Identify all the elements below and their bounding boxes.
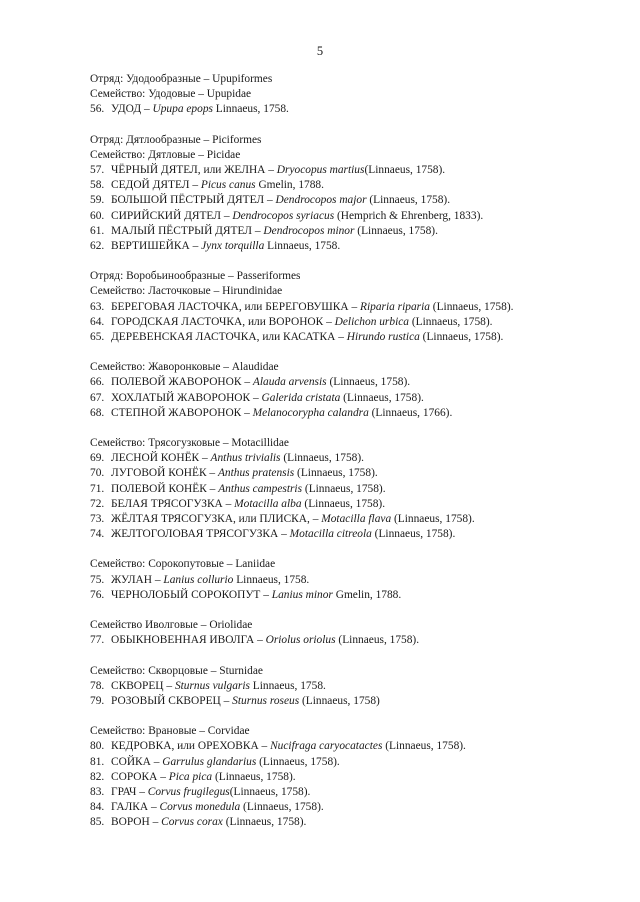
species-number: 81.: [90, 755, 105, 768]
species-authority: (Linnaeus, 1758).: [240, 801, 324, 814]
species-number: 83.: [90, 785, 105, 798]
taxon-section: [90, 664, 635, 710]
dash-separator: –: [258, 740, 271, 753]
species-latin-name: Motacilla citreola: [289, 528, 372, 541]
species-authority: (Linnaeus, 1758).: [294, 467, 378, 480]
species-russian-name: ЛЕСНОЙ КОНЁК: [111, 452, 200, 465]
species-russian-name: ПОЛЕВОЙ КОНЁК: [111, 482, 207, 495]
species-authority: (Linnaeus, 1758).: [371, 528, 456, 541]
species-latin-name: Dryocopus martius: [276, 164, 365, 177]
species-authority: Linnaeus, 1758.: [212, 103, 289, 116]
species-authority: Gmelin, 1788.: [332, 588, 402, 601]
species-latin-name: Alauda arvensis: [252, 376, 327, 389]
species-russian-name: СОРОКА: [111, 770, 158, 783]
taxon-heading: Семейство: Удодовые – Upupidae: [90, 88, 252, 101]
taxon-heading: Семейство Иволговые – Oriolidae: [90, 619, 253, 632]
dash-separator: –: [220, 209, 233, 222]
species-latin-name: Anthus campestris: [218, 482, 303, 495]
species-entry: [90, 466, 635, 481]
species-number: 72.: [90, 497, 105, 510]
species-authority: (Linnaeus, 1758).: [212, 770, 296, 783]
species-authority: (Linnaeus, 1758).: [301, 497, 386, 510]
species-number: 60.: [90, 209, 105, 222]
species-number: 71.: [90, 482, 105, 495]
dash-separator: –: [241, 376, 253, 389]
species-entry: [90, 300, 635, 315]
species-authority: (Linnaeus, 1758).: [364, 164, 446, 177]
species-russian-name: БЕРЕГОВАЯ ЛАСТОЧКА, или БЕРЕГОВУШКА: [111, 300, 349, 313]
species-russian-name: МАЛЫЙ ПЁСТРЫЙ ДЯТЕЛ: [111, 224, 253, 237]
species-entry: [90, 527, 635, 542]
species-latin-name: Corvus monedula: [159, 801, 241, 814]
species-latin-name: Picus canus: [200, 179, 256, 192]
species-number: 75.: [90, 573, 105, 586]
species-entry: [90, 588, 635, 603]
dash-separator: –: [163, 679, 175, 692]
dash-separator: –: [149, 816, 162, 829]
species-latin-name: Pica pica: [168, 770, 213, 783]
dash-separator: –: [241, 406, 253, 419]
species-number: 76.: [90, 588, 105, 601]
species-number: 78.: [90, 679, 105, 692]
species-latin-name: Riparia riparia: [360, 300, 430, 313]
species-russian-name: БЕЛАЯ ТРЯСОГУЗКА: [111, 497, 223, 510]
species-russian-name: ЖУЛАН: [111, 573, 153, 586]
species-latin-name: Motacilla flava: [321, 513, 392, 526]
dash-separator: –: [206, 482, 219, 495]
species-number: 79.: [90, 694, 105, 707]
species-number: 84.: [90, 801, 105, 814]
dash-separator: –: [189, 179, 201, 192]
taxon-section: [90, 724, 635, 830]
species-russian-name: ЖЁЛТАЯ ТРЯСОГУЗКА, или ПЛИСКА,: [111, 513, 310, 526]
dash-separator: –: [220, 694, 233, 707]
species-entry: [90, 679, 635, 694]
species-latin-name: Delichon urbica: [334, 315, 409, 328]
species-latin-name: Anthus trivialis: [210, 452, 281, 465]
species-number: 77.: [90, 634, 105, 647]
taxon-heading: Семейство: Сорокопутовые – Laniidae: [90, 558, 276, 571]
species-authority: (Linnaeus, 1758).: [429, 300, 514, 313]
species-number: 85.: [90, 816, 105, 829]
species-authority: (Linnaeus, 1758).: [366, 194, 451, 207]
page-number: 5: [316, 44, 324, 58]
species-authority: (Linnaeus, 1758).: [354, 224, 438, 237]
species-latin-name: Motacilla alba: [234, 497, 302, 510]
species-entry: [90, 375, 635, 390]
species-entry: [90, 512, 635, 527]
species-authority: (Linnaeus, 1758).: [382, 740, 466, 753]
species-entry: [90, 815, 635, 830]
dash-separator: –: [348, 300, 361, 313]
species-number: 82.: [90, 770, 105, 783]
species-number: 73.: [90, 513, 105, 526]
species-number: 57.: [90, 164, 105, 177]
species-number: 70.: [90, 467, 105, 480]
species-authority: (Linnaeus, 1758).: [229, 785, 311, 798]
dash-separator: –: [150, 755, 163, 768]
species-authority: (Linnaeus, 1766).: [368, 406, 453, 419]
taxon-heading: Семейство: Дятловые – Picidae: [90, 148, 241, 161]
species-latin-name: Melanocorypha calandra: [252, 406, 369, 419]
species-number: 61.: [90, 224, 105, 237]
taxon-heading: Семейство: Ласточковые – Hirundinidae: [90, 285, 283, 298]
species-entry: [90, 239, 635, 254]
species-entry: [90, 770, 635, 785]
taxon-section: [90, 360, 635, 421]
species-entry: [90, 633, 635, 648]
species-number: 67.: [90, 391, 105, 404]
species-number: 66.: [90, 376, 105, 389]
species-entry: [90, 178, 635, 193]
species-entry: [90, 163, 635, 178]
species-russian-name: ЧЕРНОЛОБЫЙ СОРОКОПУТ: [111, 588, 261, 601]
species-russian-name: ЖЕЛТОГОЛОВАЯ ТРЯСОГУЗКА: [111, 528, 279, 541]
species-authority: (Hemprich & Ehrenberg, 1833).: [334, 209, 484, 222]
species-russian-name: ВОРОН: [111, 816, 150, 829]
species-entry: [90, 785, 635, 800]
species-russian-name: ЛУГОВОЙ КОНЁК: [111, 467, 207, 480]
taxon-section: [90, 436, 635, 542]
species-latin-name: Nucifraga caryocatactes: [270, 740, 383, 753]
dash-separator: –: [264, 194, 276, 207]
species-russian-name: ДЕРЕВЕНСКАЯ ЛАСТОЧКА, или КАСАТКА: [111, 331, 336, 344]
species-latin-name: Dendrocopos major: [275, 194, 367, 207]
species-authority: (Linnaeus, 1758).: [256, 755, 340, 768]
dash-separator: –: [335, 331, 347, 344]
species-russian-name: ПОЛЕВОЙ ЖАВОРОНОК: [111, 376, 242, 389]
species-authority: (Linnaeus, 1758).: [340, 391, 424, 404]
species-latin-name: Galerida cristata: [261, 391, 341, 404]
species-authority: Gmelin, 1788.: [255, 179, 324, 192]
species-entry: [90, 800, 635, 815]
species-russian-name: ХОХЛАТЫЙ ЖАВОРОНОК: [111, 391, 251, 404]
species-russian-name: ВЕРТИШЕЙКА: [111, 240, 190, 253]
species-russian-name: СКВОРЕЦ: [111, 679, 164, 692]
species-russian-name: БОЛЬШОЙ ПЁСТРЫЙ ДЯТЕЛ: [111, 194, 265, 207]
species-number: 74.: [90, 528, 105, 541]
species-latin-name: Corvus frugilegus: [147, 785, 230, 798]
dash-separator: –: [206, 467, 218, 480]
species-authority: (Linnaeus, 1758).: [326, 376, 411, 389]
taxon-heading: Семейство: Жаворонковые – Alaudidae: [90, 361, 279, 374]
species-number: 58.: [90, 179, 105, 192]
species-checklist: [90, 72, 635, 846]
species-authority: (Linnaeus, 1758).: [302, 482, 386, 495]
taxon-section: [90, 618, 635, 648]
species-latin-name: Lanius minor: [271, 588, 333, 601]
species-number: 68.: [90, 406, 105, 419]
species-russian-name: СЕДОЙ ДЯТЕЛ: [111, 179, 190, 192]
dash-separator: –: [141, 103, 153, 116]
species-latin-name: Sturnus roseus: [232, 694, 300, 707]
species-number: 69.: [90, 452, 105, 465]
dash-separator: –: [278, 528, 290, 541]
species-latin-name: Dendrocopos minor: [263, 224, 355, 237]
dash-separator: –: [157, 770, 169, 783]
dash-separator: –: [199, 452, 211, 465]
species-entry: [90, 391, 635, 406]
species-entry: [90, 315, 635, 330]
species-latin-name: Anthus pratensis: [217, 467, 295, 480]
species-number: 64.: [90, 315, 105, 328]
species-latin-name: Jynx torquilla: [201, 240, 265, 253]
species-russian-name: СТЕПНОЙ ЖАВОРОНОК: [111, 406, 242, 419]
species-authority: (Linnaeus, 1758).: [419, 331, 504, 344]
species-entry: [90, 482, 635, 497]
species-number: 56.: [90, 103, 105, 116]
species-authority: Linnaeus, 1758.: [264, 240, 341, 253]
taxon-section: [90, 557, 635, 603]
dash-separator: –: [265, 164, 277, 177]
taxon-heading: Семейство: Трясогузковые – Motacillidae: [90, 437, 289, 450]
taxon-section: [90, 72, 635, 118]
taxon-heading: Семейство: Скворцовые – Sturnidae: [90, 664, 263, 677]
species-entry: [90, 209, 635, 224]
dash-separator: –: [260, 588, 272, 601]
taxon-section: [90, 269, 635, 345]
species-latin-name: Sturnus vulgaris: [174, 679, 250, 692]
species-number: 65.: [90, 331, 105, 344]
species-entry: [90, 694, 635, 709]
species-number: 62.: [90, 240, 105, 253]
species-number: 63.: [90, 300, 105, 313]
species-entry: [90, 739, 635, 754]
taxon-heading: Отряд: Удодообразные – Upupiformes: [90, 73, 273, 85]
taxon-heading: Отряд: Воробьинообразные – Passeriformes: [90, 270, 301, 283]
dash-separator: –: [222, 497, 235, 510]
species-authority: (Linnaeus, 1758).: [280, 452, 364, 465]
taxon-heading: Семейство: Врановые – Corvidae: [90, 725, 250, 738]
dash-separator: –: [148, 801, 160, 814]
species-authority: (Linnaeus, 1758).: [408, 315, 493, 328]
species-russian-name: РОЗОВЫЙ СКВОРЕЦ: [111, 694, 221, 707]
species-russian-name: ГОРОДСКАЯ ЛАСТОЧКА, или ВОРОНОК: [111, 315, 324, 328]
species-latin-name: Dendrocopos syriacus: [232, 209, 335, 222]
species-authority: Linnaeus, 1758.: [233, 573, 310, 586]
species-entry: [90, 102, 635, 117]
species-latin-name: Lanius collurio: [163, 573, 234, 586]
species-latin-name: Corvus corax: [161, 816, 223, 829]
dash-separator: –: [250, 391, 262, 404]
taxon-heading: Отряд: Дятлообразные – Piciformes: [90, 133, 262, 146]
species-authority: Linnaeus, 1758.: [249, 679, 326, 692]
species-russian-name: СИРИЙСКИЙ ДЯТЕЛ: [111, 209, 221, 222]
dash-separator: –: [136, 785, 148, 798]
species-russian-name: ГАЛКА: [111, 801, 149, 814]
dash-separator: –: [323, 315, 335, 328]
species-entry: [90, 451, 635, 466]
taxon-section: [90, 133, 635, 255]
dash-separator: –: [189, 240, 202, 253]
species-entry: [90, 755, 635, 770]
species-number: 59.: [90, 194, 105, 207]
species-russian-name: КЕДРОВКА, или ОРЕХОВКА: [111, 740, 259, 753]
species-latin-name: Hirundo rustica: [346, 331, 420, 344]
species-russian-name: ОБЫКНОВЕННАЯ ИВОЛГА: [111, 634, 255, 647]
species-entry: [90, 193, 635, 208]
dash-separator: –: [152, 573, 164, 586]
species-entry: [90, 406, 635, 421]
species-russian-name: СОЙКА: [111, 755, 151, 768]
species-number: 80.: [90, 740, 105, 753]
species-authority: (Linnaeus, 1758).: [335, 634, 420, 647]
species-authority: (Linnaeus, 1758).: [222, 816, 307, 829]
dash-separator: –: [254, 634, 266, 647]
species-entry: [90, 573, 635, 588]
species-authority: (Linnaeus, 1758): [299, 694, 380, 707]
species-entry: [90, 224, 635, 239]
dash-separator: –: [309, 513, 322, 526]
species-entry: [90, 330, 635, 345]
species-latin-name: Upupa epops: [152, 103, 213, 116]
species-authority: (Linnaeus, 1758).: [391, 513, 475, 526]
species-russian-name: ГРАЧ: [111, 785, 137, 798]
species-latin-name: Garrulus glandarius: [162, 755, 257, 768]
species-russian-name: ЧЁРНЫЙ ДЯТЕЛ, или ЖЕЛНА: [111, 164, 266, 177]
species-russian-name: УДОД: [111, 103, 142, 116]
dash-separator: –: [252, 224, 264, 237]
species-latin-name: Oriolus oriolus: [265, 634, 336, 647]
species-entry: [90, 497, 635, 512]
